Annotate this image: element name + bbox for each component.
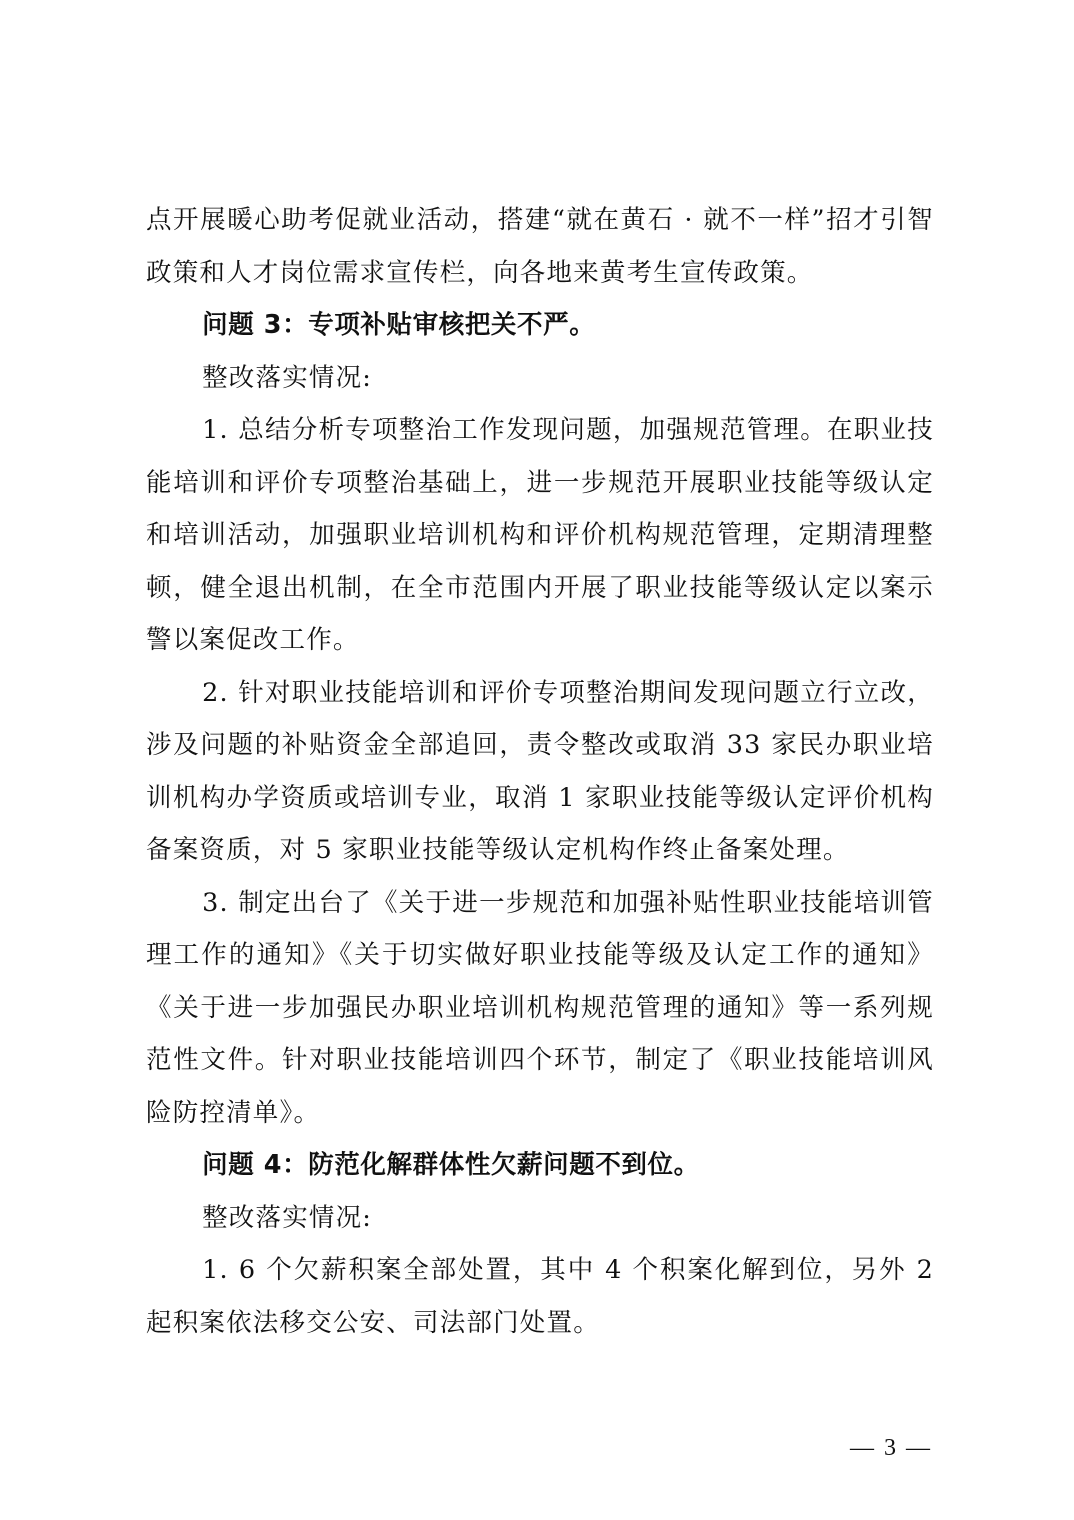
issue-4-heading: 问题 4：防范化解群体性欠薪问题不到位。 [202,1150,700,1180]
rectification-label: 整改落实情况: [202,1202,373,1233]
page-number: — 3 — [850,1435,932,1461]
issue-3-item-3: 3. 制定出台了《关于进一步规范和加强补贴性职业技能培训管理工作的通知》《关于切实做好职业技能等级及认定工作的通知》《关于进一步加强民办职业培训机构规范管理的通知》等一系列规范性文件。针对职业技能培训四个环节，制定了《职业技能培训风险防控清单》。 [146,887,934,1128]
issue-3-item-1: 1. 总结分析专项整治工作发现问题，加强规范管理。在职业技能培训和评价专项整治基础上，进一步规范开展职业技能等级认定和培训活动，加强职业培训机构和评价机构规范管理，定期清理整顿，健全退出机制，在全市范围内开展了职业技能等级认定以案示警以案促改工作。 [146,415,934,655]
rectification-label: 整改落实情况: [202,362,373,393]
issue-4-item-1: 1. 6 个欠薪积案全部处置，其中 4 个积案化解到位，另外 2 起积案依法移交公安、司法部门处置。 [146,1255,934,1338]
issue-3-heading: 问题 3：专项补贴审核把关不严。 [202,310,596,340]
issue-3-item-2: 2. 针对职业技能培训和评价专项整治期间发现问题立行立改，涉及问题的补贴资金全部追回，责令整改或取消 33 家民办职业培训机构办学资质或培训专业，取消 1 家职业技能等级认定评价机构备案资质，对 5 家职业技能等级认定机构作终止备案处理。 [146,677,934,865]
document-body [146,194,934,1349]
paragraph-continued: 点开展暖心助考促就业活动，搭建“就在黄石 · 就不一样”招才引智政策和人才岗位需求宣传栏，向各地来黄考生宣传政策。 [146,205,934,288]
